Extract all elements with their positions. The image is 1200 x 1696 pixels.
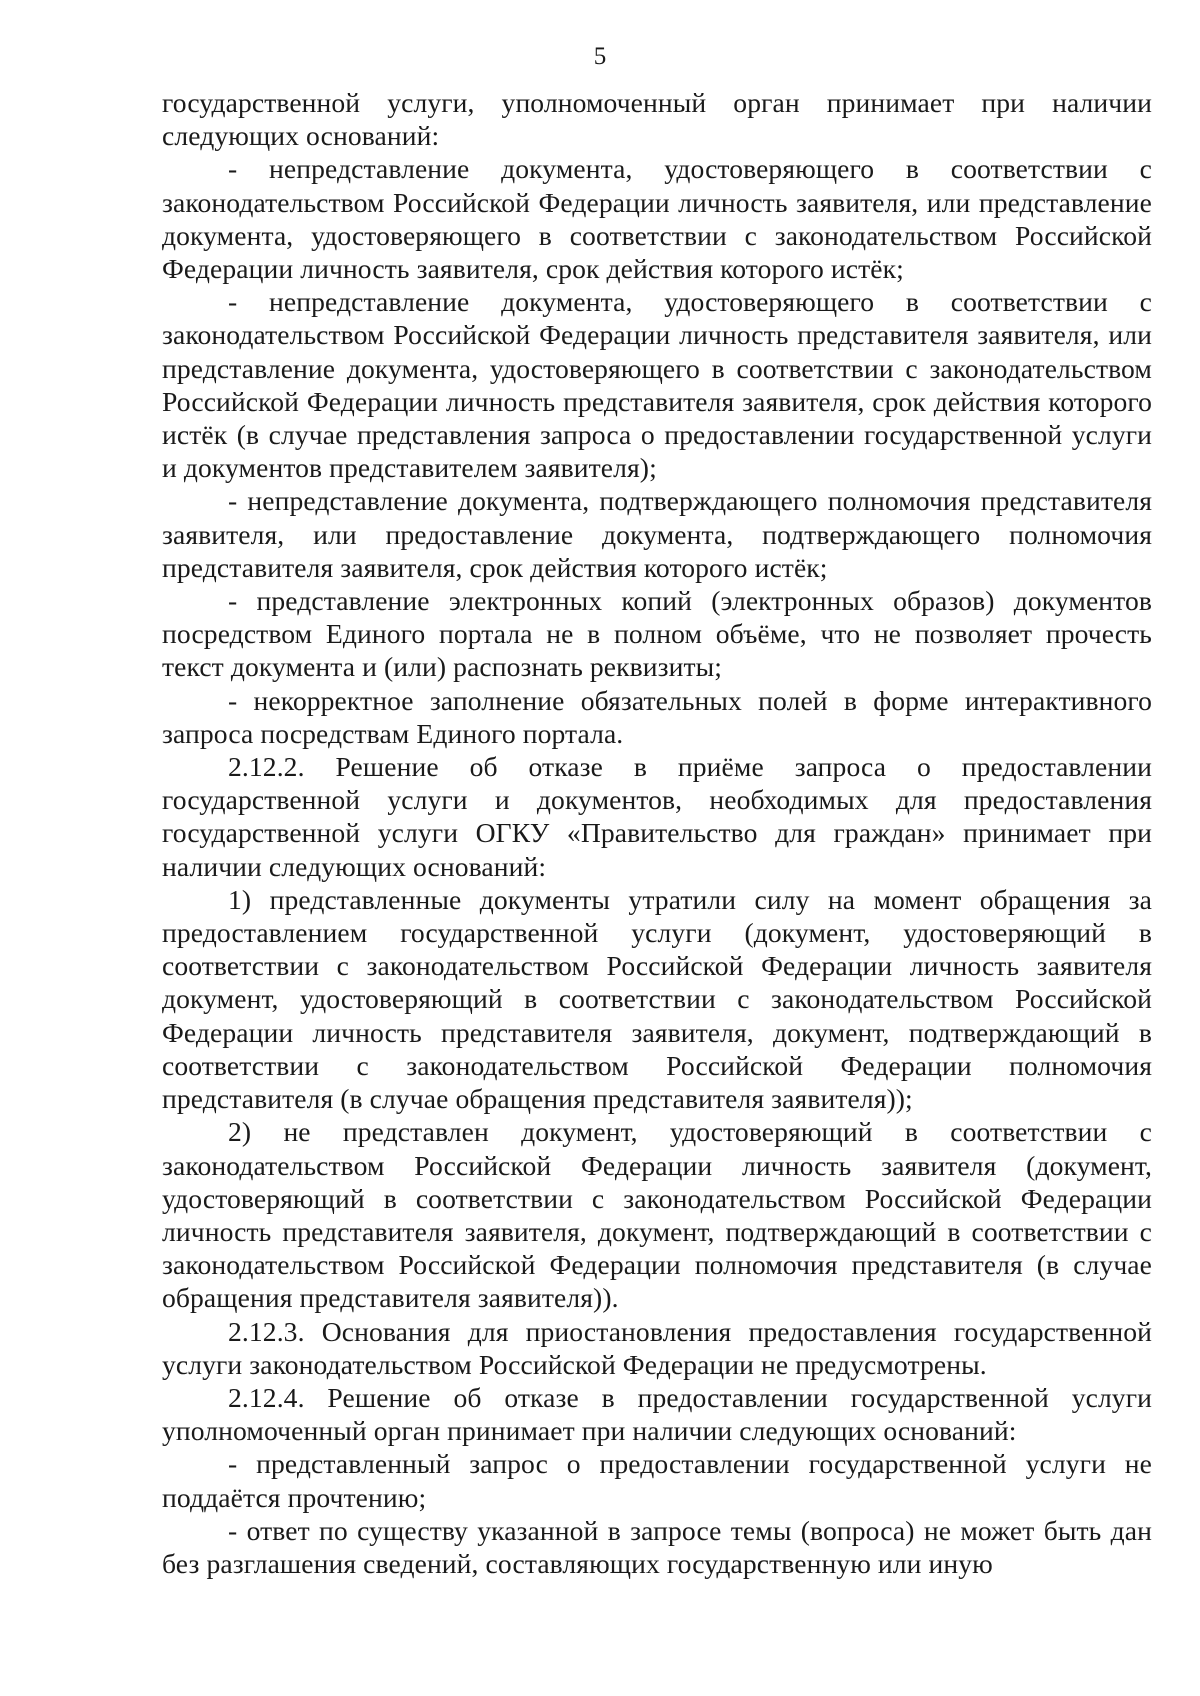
paragraph-section-2-12-4: 2.12.4. Решение об отказе в предоставлении государственной услуги уполномоченный орган принимает при наличии следующих оснований: [162, 1381, 1152, 1447]
paragraph-continuation: государственной услуги, уполномоченный орган принимает при наличии следующих оснований: [162, 87, 1152, 152]
paragraph-ground-authority-document: - непредставление документа, подтверждающего полномочия представителя заявителя, или предоставление документа, подтверждающего полномочия представителя заявителя, срок действия которого истёк; [162, 485, 1152, 583]
paragraph-ground-representative-id: - непредставление документа, удостоверяющего в соответствии с законодательством Российской Федерации личность представителя заявителя, или представление документа, удостоверяющего в соответствии с законодательством Российской Федерации личность представителя заявителя, срок действия которого истёк (в случае представления запроса о предоставлении государственной услуги и документов представителем заявителя); [162, 286, 1152, 484]
paragraph-ground-unreadable: - представленный запрос о предоставлении государственной услуги не поддаётся прочтению; [162, 1448, 1152, 1513]
page-number: 5 [593, 43, 607, 70]
paragraph-ground-form-fields: - некорректное заполнение обязательных полей в форме интерактивного запроса посредствам Единого портала. [162, 684, 1152, 749]
paragraph-section-2-12-2: 2.12.2. Решение об отказе в приёме запроса о предоставлении государственной услуги и документов, необходимых для предоставления государственной услуги ОГКУ «Правительство для граждан» принимает при наличии следующих оснований: [162, 751, 1152, 882]
paragraph-item-2: 2) не представлен документ, удостоверяющий в соответствии с законодательством Российской Федерации личность заявителя (документ, удостоверяющий в соответствии с законодательством Российской Федерации личность представителя заявителя, документ, подтверждающий в соответствии с законодательством Российской Федерации полномочия представителя (в случае обращения представителя заявителя)). [162, 1116, 1152, 1314]
paragraph-item-1: 1) представленные документы утратили силу на момент обращения за предоставлением государственной услуги (документ, удостоверяющий в соответствии с законодательством Российской Федерации личность заявителя документ, удостоверяющий в соответствии с законодательством Российской Федерации личность представителя заявителя, документ, подтверждающий в соответствии с законодательством Российской Федерации полномочия представителя (в случае обращения представителя заявителя)); [162, 883, 1152, 1115]
paragraph-ground-applicant-id: - непредставление документа, удостоверяющего в соответствии с законодательством Российской Федерации личность заявителя, или представление документа, удостоверяющего в соответствии с законодательством Российской Федерации личность заявителя, срок действия которого истёк; [162, 153, 1152, 285]
paragraph-ground-secret: - ответ по существу указанной в запросе темы (вопроса) не может быть дан без разглашения сведений, составляющих государственную или иную [162, 1514, 1152, 1579]
document-body [162, 86, 1152, 1580]
paragraph-ground-electronic-copies: - представление электронных копий (электронных образов) документов посредством Единого портала не в полном объёме, что не позволяет прочесть текст документа и (или) распознать реквизиты; [162, 585, 1152, 683]
paragraph-section-2-12-3: 2.12.3. Основания для приостановления предоставления государственной услуги законодательством Российской Федерации не предусмотрены. [162, 1315, 1152, 1380]
